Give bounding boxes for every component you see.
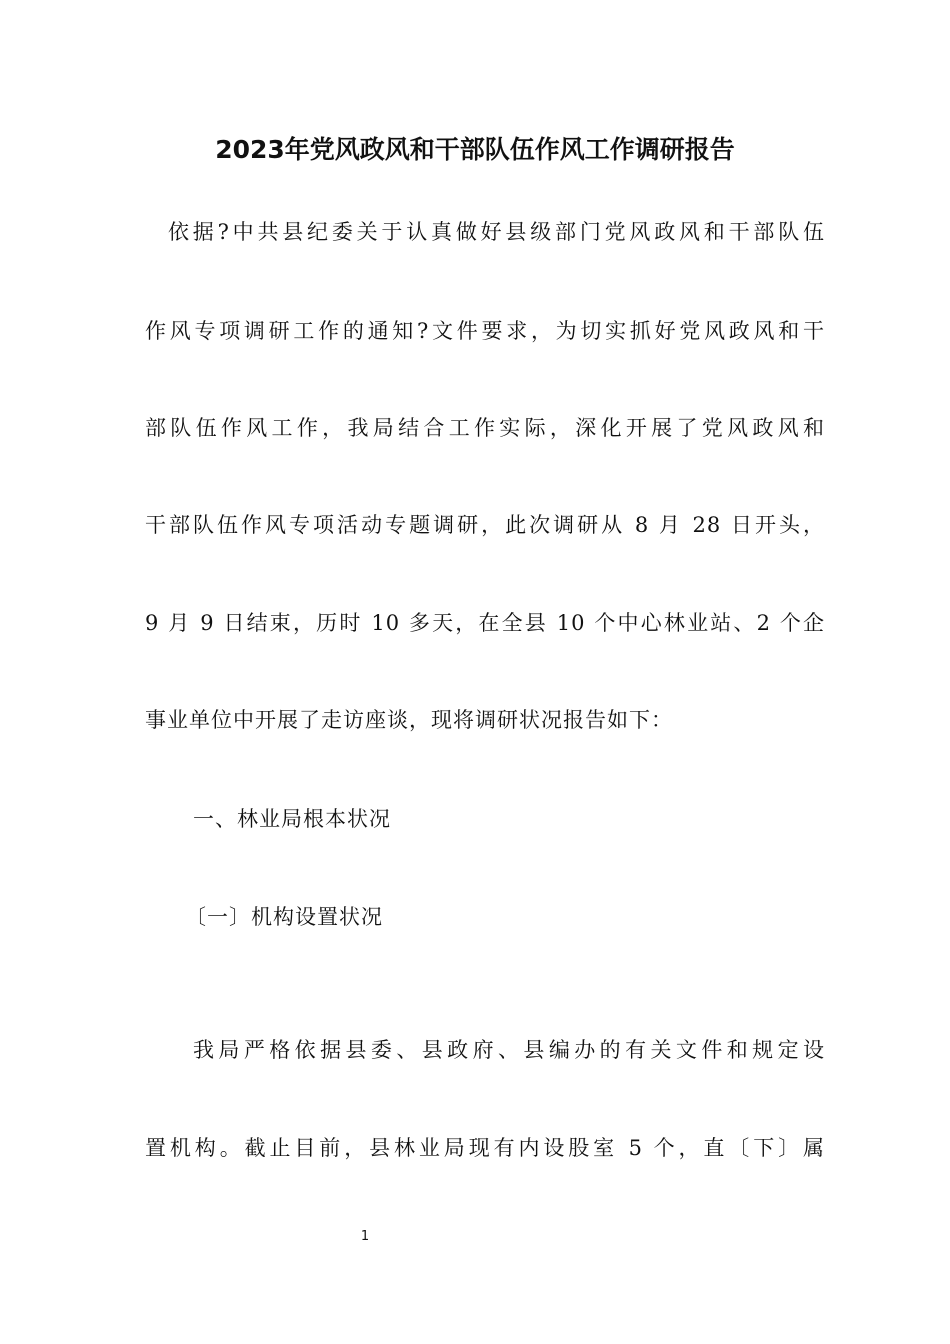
paragraph-line: 9 月 9 日结束，历时 10 多天，在全县 10 个中心林业站、2 个企 — [145, 611, 825, 635]
document-title: 2023年党风政风和干部队伍作风工作调研报告 — [215, 135, 735, 164]
paragraph-line: 事业单位中开展了走访座谈，现将调研状况报告如下： — [145, 708, 673, 732]
paragraph-line: 作风专项调研工作的通知?文件要求，为切实抓好党风政风和干 — [145, 319, 825, 343]
paragraph-line: 部队伍作风工作，我局结合工作实际，深化开展了党风政风和 — [145, 416, 825, 440]
paragraph-line: 干部队伍作风专项活动专题调研，此次调研从 8 月 28 日开头， — [145, 513, 825, 537]
paragraph-line: 置机构。截止目前，县林业局现有内设股室 5 个，直〔下〕属 — [145, 1136, 825, 1160]
subsection-heading: 〔一〕机构设置状况 — [185, 905, 383, 929]
paragraph-line: 我局严格依据县委、县政府、县编办的有关文件和规定设 — [193, 1038, 825, 1062]
section-heading: 一、林业局根本状况 — [193, 807, 391, 831]
page-number: 1 — [360, 1229, 370, 1244]
paragraph-line: 依据?中共县纪委关于认真做好县级部门党风政风和干部队伍 — [168, 220, 825, 244]
